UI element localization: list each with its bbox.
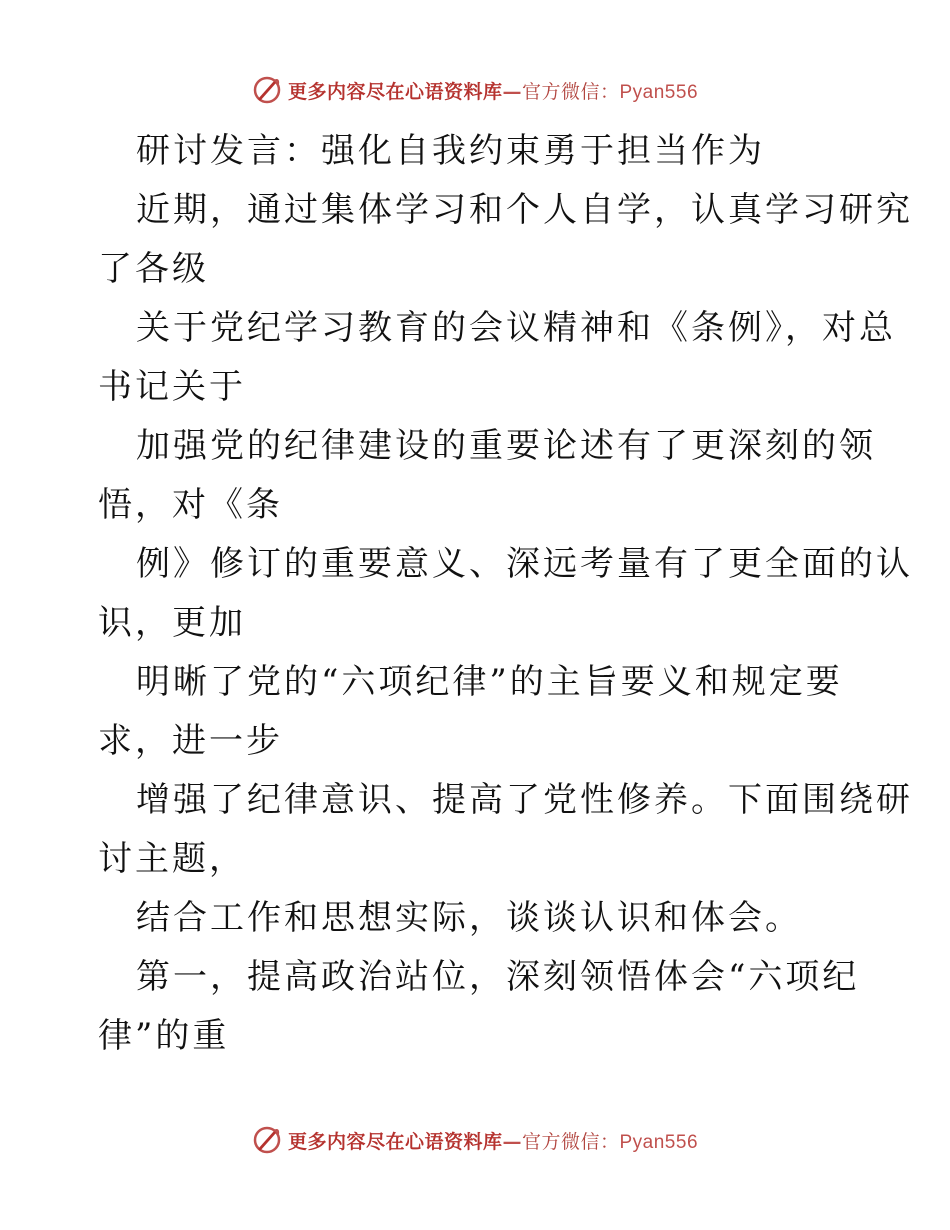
text-line: 增强了纪律意识、提高了党性修养。下面围绕研 xyxy=(136,780,913,820)
watermark-brand: 更多内容尽在心语资料库 xyxy=(287,80,503,103)
footer-watermark xyxy=(0,1120,950,1160)
text-line: 例》修订的重要意义、深远考量有了更全面的认 xyxy=(136,544,913,584)
text-line: 第一，提高政治站位，深刻领悟体会“六项纪 xyxy=(136,957,860,997)
text-line: 讨主题， xyxy=(98,839,246,879)
watermark-text xyxy=(288,77,698,104)
text-line: 明晰了党的“六项纪律”的主旨要义和规定要 xyxy=(136,662,843,702)
watermark-wechat-label: 官方微信： xyxy=(521,1130,620,1153)
watermark-wechat-label: 官方微信： xyxy=(521,80,620,103)
text-line: 悟，对《条 xyxy=(98,485,283,525)
watermark-wechat-id: Pyan556 xyxy=(619,1131,699,1153)
document-body xyxy=(98,122,913,1066)
quill-logo-icon xyxy=(252,1125,282,1155)
document-title: 研讨发言：强化自我约束勇于担当作为 xyxy=(136,131,765,171)
quill-logo-icon xyxy=(252,75,282,105)
watermark-brand: 更多内容尽在心语资料库 xyxy=(287,1130,503,1153)
watermark-wechat-id: Pyan556 xyxy=(619,81,699,103)
text-line: 近期，通过集体学习和个人自学，认真学习研究 xyxy=(136,190,913,230)
text-line: 结合工作和思想实际，谈谈认识和体会。 xyxy=(136,898,802,938)
text-line: 律”的重 xyxy=(98,1016,230,1056)
watermark-text xyxy=(288,1127,698,1154)
header-watermark xyxy=(0,70,950,110)
watermark-dash: — xyxy=(502,80,522,103)
text-line: 识，更加 xyxy=(98,603,246,643)
text-line: 了各级 xyxy=(98,249,209,289)
text-line: 关于党纪学习教育的会议精神和《条例》，对总 xyxy=(136,308,896,348)
watermark-dash: — xyxy=(502,1130,522,1153)
text-line: 加强党的纪律建设的重要论述有了更深刻的领 xyxy=(136,426,876,466)
text-line: 书记关于 xyxy=(98,367,246,407)
text-line: 求，进一步 xyxy=(98,721,283,761)
